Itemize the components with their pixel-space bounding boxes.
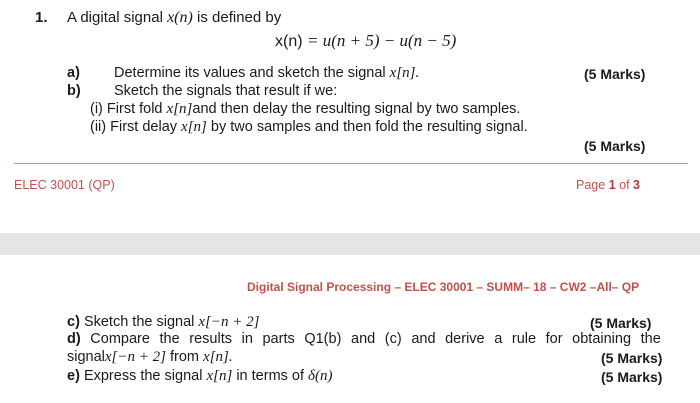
part-e-letter: e): [67, 368, 80, 384]
part-a-label: Determine its values and sketch the signal: [114, 65, 386, 81]
part-d-word: Compare: [90, 331, 150, 347]
part-e-text: [67, 368, 333, 385]
part-d-marks: (5 Marks): [601, 350, 663, 366]
subpart-i-math: x[n]: [166, 101, 193, 117]
part-e-math2: δ(n): [308, 368, 333, 384]
part-e-marks: (5 Marks): [601, 369, 663, 385]
part-c-text: [67, 314, 259, 331]
part-d-word: for: [545, 331, 563, 347]
part-d-word: in: [241, 331, 253, 347]
part-d-line2-from: from: [170, 349, 199, 365]
part-d-word: the: [159, 331, 180, 347]
part-a-marks: (5 Marks): [584, 66, 646, 82]
part-b-marks: (5 Marks): [584, 138, 646, 154]
subpart-i-prefix: (i) First fold: [90, 101, 163, 117]
part-a-math: x[n].: [389, 65, 420, 81]
part-d-line2-math1: x[−n + 2]: [104, 349, 166, 365]
footer-page-current: 1: [608, 178, 616, 192]
part-d-letter: d): [67, 331, 81, 347]
subpart-ii-prefix: (ii) First delay: [90, 119, 178, 135]
part-d-line1: [67, 331, 661, 347]
part-d-word: Q1(b): [304, 331, 342, 347]
part-d-word: rule: [511, 331, 537, 347]
part-d-line2-math2: x[n].: [203, 349, 233, 365]
question-intro: [67, 9, 281, 27]
part-d-word: derive: [445, 331, 485, 347]
part-d-line2: [67, 349, 233, 366]
part-b-letter: b): [67, 83, 81, 99]
page-header: Digital Signal Processing – ELEC 30001 – SUMM– 18 – CW2 –All– QP: [247, 280, 640, 294]
part-d-word: (c): [384, 331, 402, 347]
part-c-letter: c): [67, 314, 80, 330]
part-d-word: a: [494, 331, 503, 347]
intro-text: A digital signal: [67, 9, 163, 26]
subpart-ii: [90, 119, 528, 136]
part-d-word: the: [640, 331, 661, 347]
part-d-word: and: [351, 331, 376, 347]
intro-suffix: is defined by: [197, 9, 282, 26]
subpart-ii-math: x[n]: [181, 119, 207, 135]
page-separator: [0, 233, 700, 255]
part-e-label2: in terms of: [236, 368, 305, 384]
part-d-word: parts: [262, 331, 295, 347]
part-e-label: Express the signal: [83, 368, 203, 384]
footer-course-code: ELEC 30001 (QP): [14, 178, 115, 192]
subpart-ii-text: by two samples and then fold the resulting signal.: [210, 119, 528, 135]
footer-page-of: of: [619, 178, 630, 192]
equation-lhs: x(n): [275, 33, 303, 50]
part-e-math1: x[n]: [206, 368, 233, 384]
signal-equation: [275, 31, 456, 51]
part-d-word: obtaining: [572, 331, 632, 347]
part-c-marks: (5 Marks): [590, 315, 652, 331]
part-a-text: [114, 65, 419, 82]
footer-page-number: [576, 178, 640, 192]
intro-math: x(n): [167, 9, 193, 26]
part-c-label: Sketch the signal: [83, 314, 195, 330]
part-d-word: results: [189, 331, 232, 347]
part-a-letter: a): [67, 65, 80, 81]
subpart-i: [90, 101, 520, 118]
part-d-line2-text: signal: [67, 349, 105, 365]
part-c-math: x[−n + 2]: [198, 314, 260, 330]
footer-divider: [14, 163, 688, 164]
footer-page-total: 3: [633, 178, 640, 192]
footer-page-label: Page: [576, 178, 606, 192]
part-b-text: Sketch the signals that result if we:: [114, 83, 338, 99]
question-number: 1.: [35, 9, 48, 26]
part-d-word: and: [411, 331, 436, 347]
subpart-i-text: and then delay the resulting signal by two samples.: [192, 101, 521, 117]
equation-rhs: = u(n + 5) − u(n − 5): [307, 31, 457, 50]
